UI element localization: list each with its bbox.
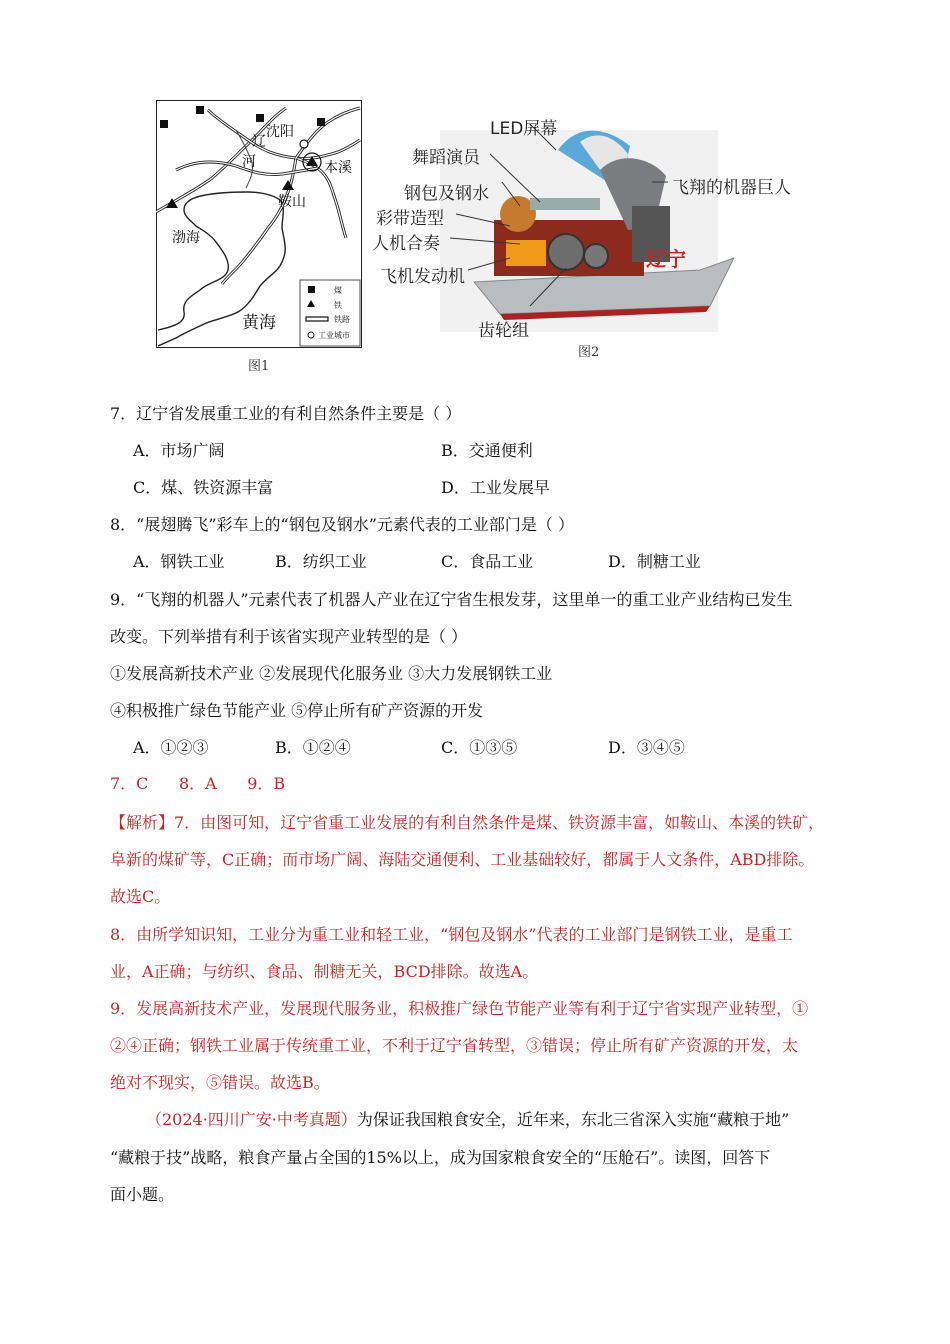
coal-symbol [196, 106, 204, 114]
q7-option-c: C．煤、铁资源丰富 [133, 478, 274, 497]
analysis-line-5: 业，A正确；与纺织、食品、制糖无关，BCD排除。故选A。 [110, 962, 539, 981]
next-passage-text1: 为保证我国粮食安全，近年来，东北三省深入实施“藏粮于地” [356, 1110, 790, 1129]
map-drawing [156, 100, 362, 348]
analysis-line-3: 故选C。 [110, 887, 171, 906]
place-liao: 辽 [252, 134, 266, 150]
label-steel-ladle: 钢包及钢水 [404, 184, 489, 204]
q8-option-b: B．纺织工业 [275, 552, 367, 571]
legend-city: 工业城市 [318, 331, 350, 340]
analysis-line-4: 8．由所学知识知，工业分为重工业和轻工业，“钢包及钢水”代表的工业部门是钢铁工业，是重工 [110, 925, 793, 944]
place-shenyang: 沈阳 [266, 124, 294, 140]
analysis-line-6: 9．发展高新技术产业，发展现代服务业，积极推广绿色节能产业等有利于辽宁省实现产业转型，① [110, 999, 809, 1018]
place-anshan: 鞍山 [278, 194, 306, 210]
figure1-caption: 图1 [248, 359, 270, 374]
next-source: （2024·四川广安·中考真题） [146, 1110, 357, 1129]
label-led-screen: LED屏幕 [490, 119, 558, 139]
analysis-line-2: 阜新的煤矿等，C正确；而市场广阔、海陆交通便利、工业基础较好，都属于人文条件，ABD排除。 [110, 850, 815, 869]
label-ribbon: 彩带造型 [376, 209, 444, 229]
next-passage-line1 [146, 1109, 789, 1131]
figure2-caption: 图2 [578, 345, 600, 360]
analysis-line-8: 绝对不现实，⑤错误。故选B。 [110, 1073, 330, 1092]
q7-option-a: A．市场广阔 [133, 441, 225, 460]
coal-symbol [317, 118, 325, 126]
q8-option-a: A．钢铁工业 [133, 552, 225, 571]
label-gears: 齿轮组 [478, 321, 529, 341]
dancers [530, 198, 600, 210]
float-text-liaoning: 辽宁 [646, 247, 686, 271]
legend-coal: 煤 [334, 286, 342, 295]
analysis-line-1: 【解析】7．由图可知，辽宁省重工业发展的有利自然条件是煤、铁资源丰富，如鞍山、本溪的铁矿， [110, 813, 825, 832]
label-robot-giant: 飞翔的机器巨人 [672, 178, 791, 198]
q9-items-line2: ④积极推广绿色节能产业 ⑤停止所有矿产资源的开发 [110, 701, 484, 720]
next-passage-line2: “藏粮于技”战略，粮食产量占全国的15%以上，成为国家粮食安全的“压舱石”。读图，回答下 [110, 1148, 771, 1167]
q9-option-b: B．①②④ [275, 738, 351, 757]
q9-stem-line1: 9．“飞翔的机器人”元素代表了机器人产业在辽宁省生根发芽，这里单一的重工业产业结构已发生 [110, 590, 793, 609]
city-symbol [300, 140, 308, 148]
coal-symbol [256, 114, 264, 122]
label-man-machine: 人机合奏 [372, 234, 440, 254]
molten-steel [506, 240, 546, 266]
place-benxi: 本溪 [324, 160, 352, 176]
next-passage-line3: 面小题。 [110, 1185, 175, 1204]
label-aero-engine: 飞机发动机 [380, 267, 465, 287]
q8-stem: 8．“展翅腾飞”彩车上的“钢包及钢水”元素代表的工业部门是（ ） [110, 515, 574, 534]
gear [548, 234, 584, 270]
figure1-map [156, 100, 362, 348]
gear [584, 244, 608, 268]
q7-option-b: B．交通便利 [441, 441, 533, 460]
place-he: 河 [242, 154, 256, 170]
legend-railway: 铁路 [334, 315, 350, 324]
q8-option-d: D．制糖工业 [608, 552, 701, 571]
q9-option-d: D．③④⑤ [608, 738, 685, 757]
legend-iron: 铁 [334, 301, 342, 310]
q8-option-c: C．食品工业 [441, 552, 534, 571]
label-dancers: 舞蹈演员 [412, 148, 480, 168]
coal-symbol [160, 120, 168, 128]
q9-option-c: C．①③⑤ [441, 738, 518, 757]
q9-items-line1: ①发展高新技术产业 ②发展现代化服务业 ③大力发展钢铁工业 [110, 664, 553, 683]
q9-option-a: A．①②③ [133, 738, 209, 757]
place-bohai: 渤海 [172, 230, 200, 246]
q7-option-d: D．工业发展早 [441, 478, 550, 497]
q9-stem-line2: 改变。下列举措有利于该省实现产业转型的是（ ） [110, 627, 468, 646]
q7-stem: 7．辽宁省发展重工业的有利自然条件主要是（ ） [110, 404, 462, 423]
analysis-line-7: ②④正确；钢铁工业属于传统重工业，不利于辽宁省转型，③错误；停止所有矿产资源的开发，太 [110, 1036, 799, 1055]
answers-line: 7．C 8．A 9．B [110, 774, 286, 793]
place-huanghai: 黄海 [242, 313, 276, 333]
